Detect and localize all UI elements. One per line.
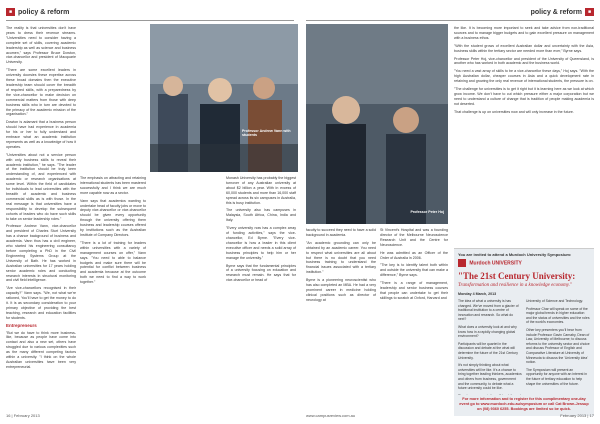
photo-vann-students (150, 24, 298, 172)
paragraph: "But we do have to think more business-like, because as people have come into contact and also a new set, others have struggled due to various complexities such as the many different competing factors within a university. "I think on the whole Australian universities have been very entrepreneurial. (6, 330, 76, 369)
ad-title: "The 21st Century University: (458, 271, 576, 281)
header-rule (6, 20, 294, 21)
paragraph: The Symposium will present an opportunity for anyone with an interest in the future of tertiary education to help shape the universities of the future. (526, 367, 588, 386)
paragraph: Other key presenters you'll hear from include Professor Gavin Carnaby, Dean of Law, University of Melbourne; to discuss reforms to the university sector and choice and discuss Professor of English and Comparative Literature at University of Minnesota to discuss the 'University idea' notion. (526, 327, 590, 365)
subheading: Entrepreneurs (6, 322, 37, 328)
photo-illustration (150, 24, 298, 172)
murdoch-logo (458, 259, 522, 267)
paragraph: He was admitted as an Officer of the Order of Australia in 2006. (380, 250, 448, 260)
paragraph: Professor Peter Hoj, vice-chancellor and president of the University of Queensland, is another who has worked in both academic and the business world. (454, 56, 594, 66)
paragraph: Professor Char will speak on some of the major global trends in higher education and the status of universities and the roles of the world's economies. (526, 306, 590, 325)
page-header (6, 6, 69, 18)
paragraph: "The challenge for universities is to get it right but it is learning here as we look at which grow income. We don't have to cut which pressure either a major corporation but we need to understand a culture of change that is tradition of people making academia is not deserted. (454, 87, 594, 106)
paragraph: That challenge is up on universities now and will only increase in the future. (454, 109, 574, 114)
paragraph: Professor Andrew Vann, vice-chancellor and president of Charles Sturt University has a chance background of business and academia. Vann thus has a civil engineer, who started his engineering consultancy before completing a PhD in the Civil Engineering Systems Group at the University of Bath. He has worked in Australian universities for 17 years holding senior academic roles and conducting research interests in structural monitoring and civil field intelligence. (6, 224, 76, 283)
header-title: policy & reform (18, 8, 70, 16)
header-title: policy & reform (530, 8, 582, 16)
paragraph: "The key is to identify talent both within and outside the university that can make a difference," Byrne says. (380, 263, 448, 278)
header-rule (306, 20, 594, 21)
page-footer-url: www.campusreview.com.au (306, 413, 356, 418)
paragraph: Byrne is a pioneering neuroscientist who has also completed an MBA. He had a very prominent career in medicine holding clinical positions such as director of neurology at (306, 278, 376, 302)
paragraph (458, 394, 522, 395)
ad-date: Monday 4 March, 2013 (458, 292, 497, 296)
right-column-2 (380, 228, 448, 416)
paragraph: The university also has campuses in Malaysia, South Africa, China, India and Italy. (226, 208, 296, 223)
paragraph: What does a university look at and why know how in a rapidly changing global environment? (458, 324, 517, 339)
paragraph: Dowton is adamant that a business person should have had experience in academia for his or her to fully understand and embrace what an academic institution represents as well as a knowledge of how it operates. (6, 120, 76, 149)
paragraph: "Every university now has a complex array of funding activities," says the vice-chancellor, Ed Byrne. "Every vice-chancellor is how a leader in this client executive officer and needs a solid array of business principles to help him or her manage the university." (226, 226, 296, 260)
photo-caption: Professor Peter Hoj (410, 210, 444, 214)
page-header (531, 6, 594, 18)
paragraph: St Vincent's Hospital and was a founding director of the Melbourne Neuroscience Research Unit and the Centre for Neuroscience. (380, 228, 448, 247)
paragraph: The emphasis on attracting and retaining international students has been mastered successfully and I think we are much more capable now as a sector. (80, 176, 146, 195)
paragraph: faculty to succeed they need to have a solid background in academia. (306, 228, 376, 237)
photo-caption: Professor Andrew Vann with students (242, 129, 291, 138)
paragraph: Monash University has probably the biggest turnover of any Australian university at about $2 billion a year. With in excess of 60,000 students and more than 16,000 staff spread across its six campuses in Australia, this is busy institution. (226, 176, 296, 205)
paragraph: Participants will be quartet in the discussion and debate at the what will determine the future of the 21st Century University. (458, 341, 518, 360)
paragraph: Byrne says that the fundamental principles of a university focusing on education and research must remain. He says that for vice-chancellor or head of (226, 263, 296, 283)
page-footer: February 2013 | 17 (560, 413, 594, 418)
left-column-2b (80, 176, 146, 416)
logo-icon (458, 259, 466, 267)
header-tag: ■ (585, 8, 594, 16)
right-column-1 (306, 228, 376, 416)
ad-invite: You are invited to attend a Murdoch University Symposium: (458, 252, 572, 257)
paragraph: University of Science and Technology. (526, 299, 583, 303)
paragraph: The reality is that universities don't have years to dress their revenue streams. "Universities need to consider having a complete set of skills, covering academic leadership as well as science and business acumen," says Professor Bruce Dowton, vice-chancellor and president of Macquarie University. (6, 26, 76, 65)
right-column-3 (454, 26, 594, 246)
paragraph: It's not simply thinking about what universities will be like. It's a chance to bring together leading thinkers, academics and others from business, government and the community, to debate what a future university could be like. (458, 363, 522, 391)
paragraph: "There is a lot of training for leaders within universities with a variety of management courses on offer," Vann says. "You need to able to balance budgets and make sure there will be potential for conflict between business and academia because at the outcome both we need to find a way to work together." (80, 240, 146, 285)
symposium-advert (454, 248, 594, 416)
right-page (300, 0, 600, 424)
paragraph: "An academic grounding can only be obtained by an academic career. You need to respect what universities are all about but there is no doubt that you need business training to understand the financial issues associated with a tertiary institution." (306, 240, 376, 275)
paragraph: The idea of what a university is has changed. We've moved from a glacier of traditional institution to a centre of innovation and research. So what do next? (458, 299, 519, 322)
left-column-1 (6, 26, 76, 416)
paragraph: "With the student grows of excellent Australian dollar and uncertainty with the Asia, business skills within the tertiary sector are needed more than ever," Byrne says. (454, 43, 594, 53)
photo-hoj (306, 24, 448, 224)
paragraph: "There are some excellent leaders in university doorsies these expertise across these broad domains then the executive leadership team should cover the breadth of required skills, with a preparedness by the vice-chancellor to make decision on commercial matters from those with deep business skills who in turn are devoted to the primacy of the academic mission of the organisation." (6, 68, 76, 117)
paragraph: "You need a vast array of skills to be a vice-chancellor these days," Hoj says. "With the high Australian dollar, cheaper courses in Asia and a quick development rate in retaining and growing the only real revenue of international students, the pressure is on. (454, 69, 594, 84)
header-tag: ■ (6, 8, 15, 16)
ad-subtitle: Transformation and resilience in a knowledge economy." (458, 283, 572, 288)
paragraph: "Are vice-chancellors recognised in their capacity?" Vann says. "We, not what we're rationed, You'll have to get the money to do it. It is as secondary consideration to your primary objective of providing the best teaching, research and education facilities for students. (6, 286, 76, 320)
paragraph: Vann says that academics wanting to undertake head of faculty jobs or move to deputy vice-chancellor or vice-chancellor should be given every opportunity through the university offering them business and leadership courses offered by institutions such as the Australian Institute of Company Directors. (80, 198, 146, 237)
ad-rsvp[interactable]: For more information and to register for this complimentary one-day event go to www.murdoch.edu.au/symposium or call Cat Brown-Jessup on (08) 9360 6255. Bookings are limited so be quick. (459, 397, 589, 411)
page-footer: 16 | February 2013 (6, 413, 40, 418)
paragraph: "Universities about not a service person with only business skills to reveal their academic institution," he says. "The leader of the institution should be truly keen understanding of, and experienced with academic or research organisations at some level. Within the field of candidates for individuals to lead universities with the breadth of academic and business commercial skills as is with those. In the real message is that universities have a responsibility to develop the subsequent cohorts of leaders who do have such skills to take on senior leadership roles." (6, 152, 76, 221)
ad-column-2 (526, 299, 590, 395)
logo-text: Murdoch UNIVERSITY (469, 260, 522, 267)
paragraph: "There is a range of management, leadership and senior business courses that people can undertake to get their skillings to scratch at Oxford, Harvard and (380, 281, 448, 300)
photo-illustration (306, 24, 448, 224)
paragraph: the like. It is becoming more important to seek and take advice from non-traditional sources and to manage bigger budgets and to gain excellent pressure on management with a business ethos. (454, 26, 594, 40)
ad-column-1 (458, 299, 522, 395)
left-column-3b (226, 176, 296, 416)
left-column-3 (152, 176, 222, 416)
